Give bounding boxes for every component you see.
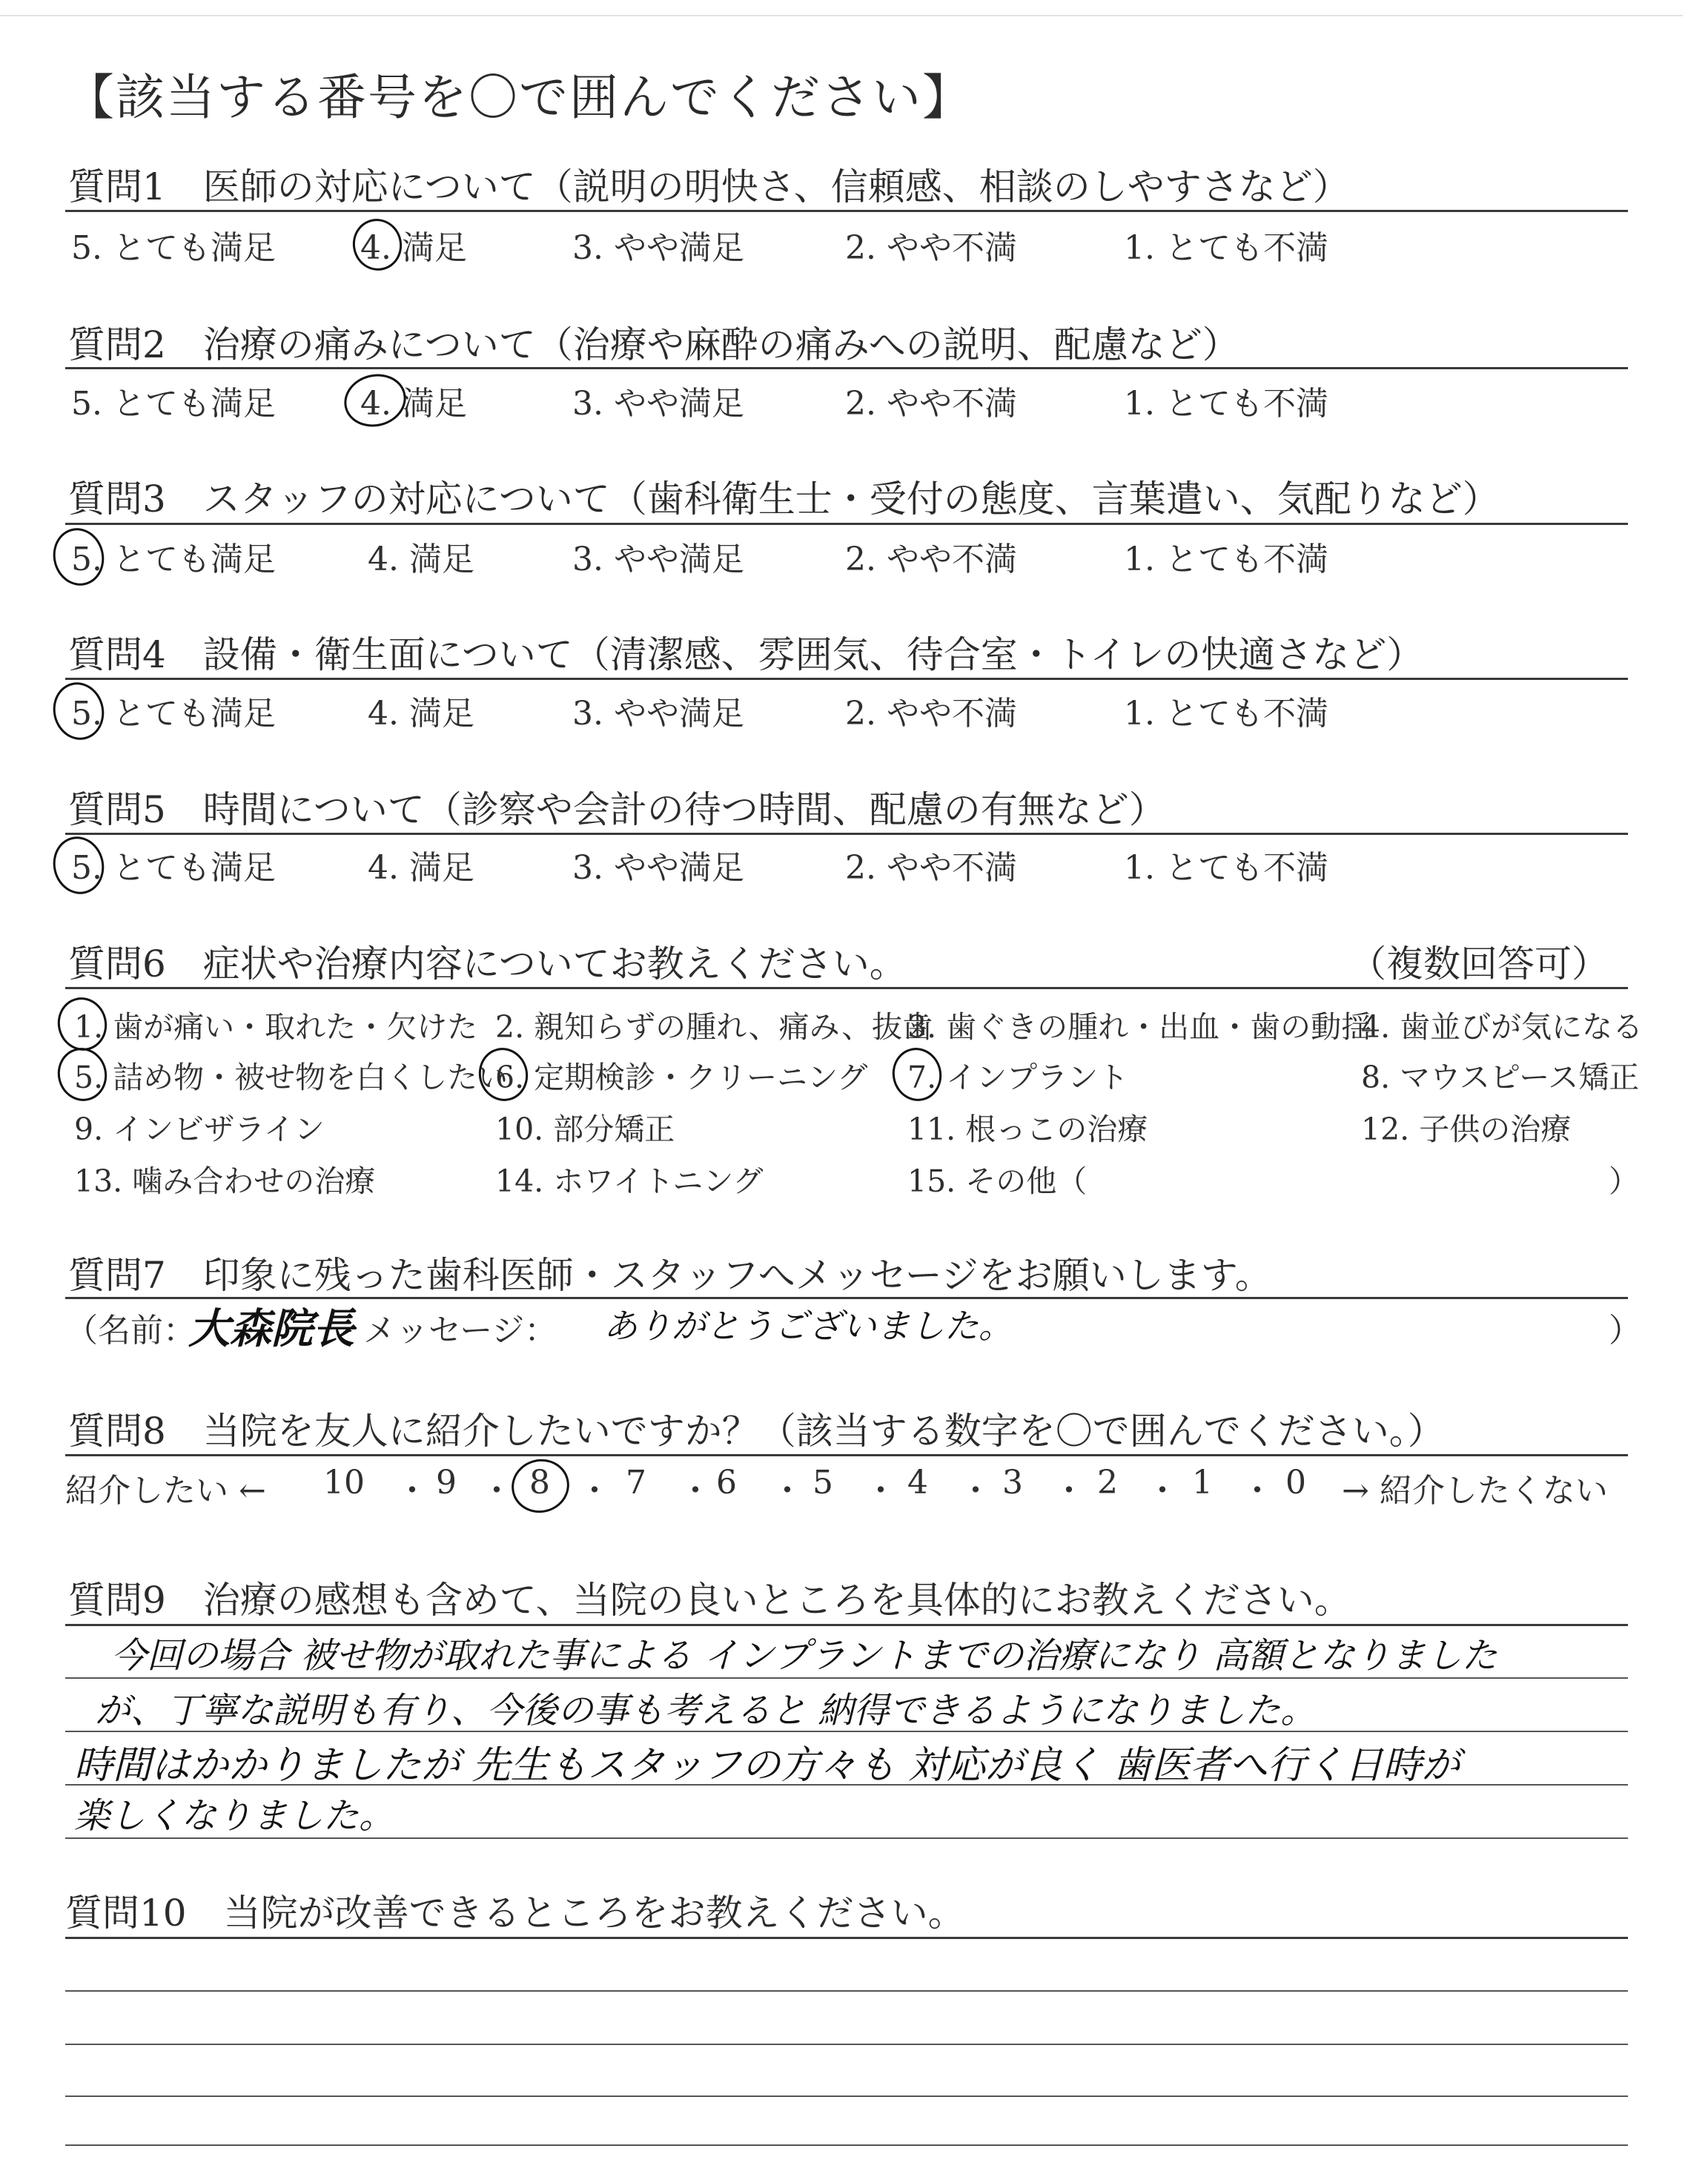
question-6-rule <box>65 987 1628 989</box>
q8-separator: ・ <box>1146 1472 1179 1510</box>
q3-option-5[interactable]: 5. とても満足 <box>71 541 276 578</box>
question-5-label: 質問5 時間について（診察や会計の待つ時間、配慮の有無など） <box>68 788 1166 831</box>
q8-value-7[interactable]: 7 <box>626 1464 646 1502</box>
q4-option-5[interactable]: 5. とても満足 <box>71 695 276 733</box>
page-title: 【該当する番号を〇で囲んでください】 <box>65 69 973 126</box>
q7-close-paren: ） <box>1609 1312 1641 1350</box>
q2-option-2[interactable]: 2. やや不満 <box>845 385 1017 423</box>
q6-option-14[interactable]: 14. ホワイトニング <box>495 1163 764 1199</box>
q8-value-10[interactable]: 10 <box>323 1464 365 1502</box>
question-10-rule-5 <box>65 2144 1628 2146</box>
q8-value-9[interactable]: 9 <box>436 1464 457 1502</box>
q6-selected-circle-6 <box>473 1043 533 1106</box>
q8-answer-circle <box>506 1453 575 1519</box>
q6-option-5[interactable]: 5. 詰め物・被せ物を白くしたい <box>74 1060 509 1095</box>
question-1-label: 質問1 医師の対応について（説明の明快さ、信頼感、相談のしやすさなど） <box>68 165 1350 208</box>
q8-value-6[interactable]: 6 <box>716 1464 737 1502</box>
question-4-rule <box>65 678 1628 680</box>
q3-option-4[interactable]: 4. 満足 <box>368 541 474 578</box>
q8-separator: ・ <box>1241 1472 1274 1510</box>
q2-option-3[interactable]: 3. やや満足 <box>572 385 744 423</box>
q9-answer-line-4: 楽しくなりました。 <box>74 1795 395 1837</box>
q8-value-4[interactable]: 4 <box>907 1464 928 1502</box>
q8-separator: ・ <box>480 1472 513 1510</box>
q9-answer-line-3: 時間はかかりましたが 先生もスタッフの方々も 対応が良く 歯医者へ行く日時が <box>74 1743 1460 1788</box>
question-5-rule <box>65 833 1628 835</box>
q7-message-label: メッセージ： <box>363 1312 557 1350</box>
q8-separator: ・ <box>864 1472 897 1510</box>
question-2-label: 質問2 治療の痛みについて（治療や麻酔の痛みへの説明、配慮など） <box>68 323 1239 366</box>
q5-option-1[interactable]: 1. とても不満 <box>1124 849 1328 887</box>
question-9-label: 質問9 治療の感想も含めて、当院の良いところを具体的にお教えください。 <box>68 1579 1351 1622</box>
q6-option-11[interactable]: 11. 根っこの治療 <box>907 1112 1148 1147</box>
q2-option-5[interactable]: 5. とても満足 <box>71 385 276 423</box>
q8-value-8[interactable]: 8 <box>529 1464 550 1502</box>
q8-left-label: 紹介したい ← <box>65 1472 266 1510</box>
q6-selected-circle-1 <box>52 992 112 1056</box>
q2-option-1[interactable]: 1. とても不満 <box>1124 385 1328 423</box>
question-10-rule-4 <box>65 2095 1628 2097</box>
q1-option-4[interactable]: 4. 満足 <box>360 229 467 267</box>
q1-option-2[interactable]: 2. やや不満 <box>845 229 1017 267</box>
q8-separator: ・ <box>771 1472 804 1510</box>
question-3-rule <box>65 523 1628 525</box>
q6-selected-circle-5 <box>52 1043 112 1106</box>
q6-option-3[interactable]: 3. 歯ぐきの腫れ・出血・歯の動揺 <box>907 1009 1372 1045</box>
q6-option-13[interactable]: 13. 噛み合わせの治療 <box>74 1163 376 1199</box>
q8-separator: ・ <box>396 1472 428 1510</box>
question-10-rule-3 <box>65 2044 1628 2045</box>
q9-answer-line-1: 今回の場合 被せ物が取れた事による インプラントまでの治療になり 高額となりました <box>111 1635 1497 1677</box>
q8-separator: ・ <box>578 1472 611 1510</box>
q1-option-1[interactable]: 1. とても不満 <box>1124 229 1328 267</box>
q8-separator: ・ <box>679 1472 712 1510</box>
question-8-label: 質問8 当院を友人に紹介したいですか？（該当する数字を〇で囲んでください。） <box>68 1410 1445 1453</box>
q4-option-2[interactable]: 2. やや不満 <box>845 695 1017 733</box>
q5-option-4[interactable]: 4. 満足 <box>368 849 474 887</box>
question-7-label: 質問7 印象に残った歯科医師・スタッフへメッセージをお願いします。 <box>68 1254 1272 1297</box>
q6-option-9[interactable]: 9. インビザライン <box>74 1112 325 1147</box>
question-6-note: （複数回答可） <box>1349 942 1609 985</box>
question-2-rule <box>65 367 1628 369</box>
q1-option-3[interactable]: 3. やや満足 <box>572 229 744 267</box>
q8-value-2[interactable]: 2 <box>1097 1464 1118 1502</box>
question-9-rule-1 <box>65 1624 1628 1626</box>
q8-separator: ・ <box>959 1472 992 1510</box>
q5-option-3[interactable]: 3. やや満足 <box>572 849 744 887</box>
q3-option-2[interactable]: 2. やや不満 <box>845 541 1017 578</box>
q6-selected-circle-7 <box>887 1043 947 1106</box>
q6-option-2[interactable]: 2. 親知らずの腫れ、痛み、抜歯 <box>495 1009 933 1045</box>
scan-top-edge <box>0 15 1683 16</box>
question-6-label: 質問6 症状や治療内容についてお教えください。 <box>68 942 907 985</box>
q6-option-15[interactable]: 15. その他（ <box>907 1163 1088 1199</box>
q9-answer-line-2: が、丁寧な説明も有り、今後の事も考えると 納得できるようになりました。 <box>95 1690 1317 1731</box>
q8-value-3[interactable]: 3 <box>1002 1464 1023 1502</box>
q3-option-1[interactable]: 1. とても不満 <box>1124 541 1328 578</box>
q5-option-5[interactable]: 5. とても満足 <box>71 849 276 887</box>
q7-message-value[interactable]: ありがとうございました。 <box>603 1306 1013 1346</box>
q6-option-6[interactable]: 6. 定期検診・クリーニング <box>495 1060 868 1095</box>
q1-option-5[interactable]: 5. とても満足 <box>71 229 276 267</box>
q3-option-3[interactable]: 3. やや満足 <box>572 541 744 578</box>
q6-option-10[interactable]: 10. 部分矯正 <box>495 1112 675 1147</box>
q6-option-7[interactable]: 7. インプラント <box>907 1060 1129 1095</box>
q7-name-label: （名前： <box>65 1312 196 1350</box>
question-8-rule <box>65 1454 1628 1456</box>
q5-option-2[interactable]: 2. やや不満 <box>845 849 1017 887</box>
q2-option-4[interactable]: 4. 満足 <box>360 385 467 423</box>
question-3-label: 質問3 スタッフの対応について（歯科衛生士・受付の態度、言葉遣い、気配りなど） <box>68 478 1500 521</box>
q6-option-1[interactable]: 1. 歯が痛い・取れた・欠けた <box>74 1009 478 1045</box>
q8-value-0[interactable]: 0 <box>1285 1464 1306 1502</box>
q6-option-8[interactable]: 8. マウスピース矯正 <box>1361 1060 1640 1095</box>
q6-option-12[interactable]: 12. 子供の治療 <box>1361 1112 1572 1147</box>
q4-option-3[interactable]: 3. やや満足 <box>572 695 744 733</box>
q8-right-label: → 紹介したくない <box>1342 1472 1608 1510</box>
question-4-label: 質問4 設備・衛生面について（清潔感、雰囲気、待合室・トイレの快適さなど） <box>68 633 1424 676</box>
q6-option-15-close: ） <box>1609 1163 1639 1199</box>
q4-option-1[interactable]: 1. とても不満 <box>1124 695 1328 733</box>
q8-separator: ・ <box>1053 1472 1085 1510</box>
q8-value-5[interactable]: 5 <box>812 1464 833 1502</box>
q4-option-4[interactable]: 4. 満足 <box>368 695 474 733</box>
question-10-rule-2 <box>65 1990 1628 1992</box>
q8-value-1[interactable]: 1 <box>1192 1464 1213 1502</box>
q7-name-value[interactable]: 大森院長 <box>188 1305 354 1353</box>
q6-option-4[interactable]: 4. 歯並びが気になる <box>1361 1009 1644 1045</box>
question-1-rule <box>65 210 1628 212</box>
question-10-label: 質問10 当院が改善できるところをお教えください。 <box>65 1892 965 1935</box>
question-10-rule-1 <box>65 1937 1628 1939</box>
